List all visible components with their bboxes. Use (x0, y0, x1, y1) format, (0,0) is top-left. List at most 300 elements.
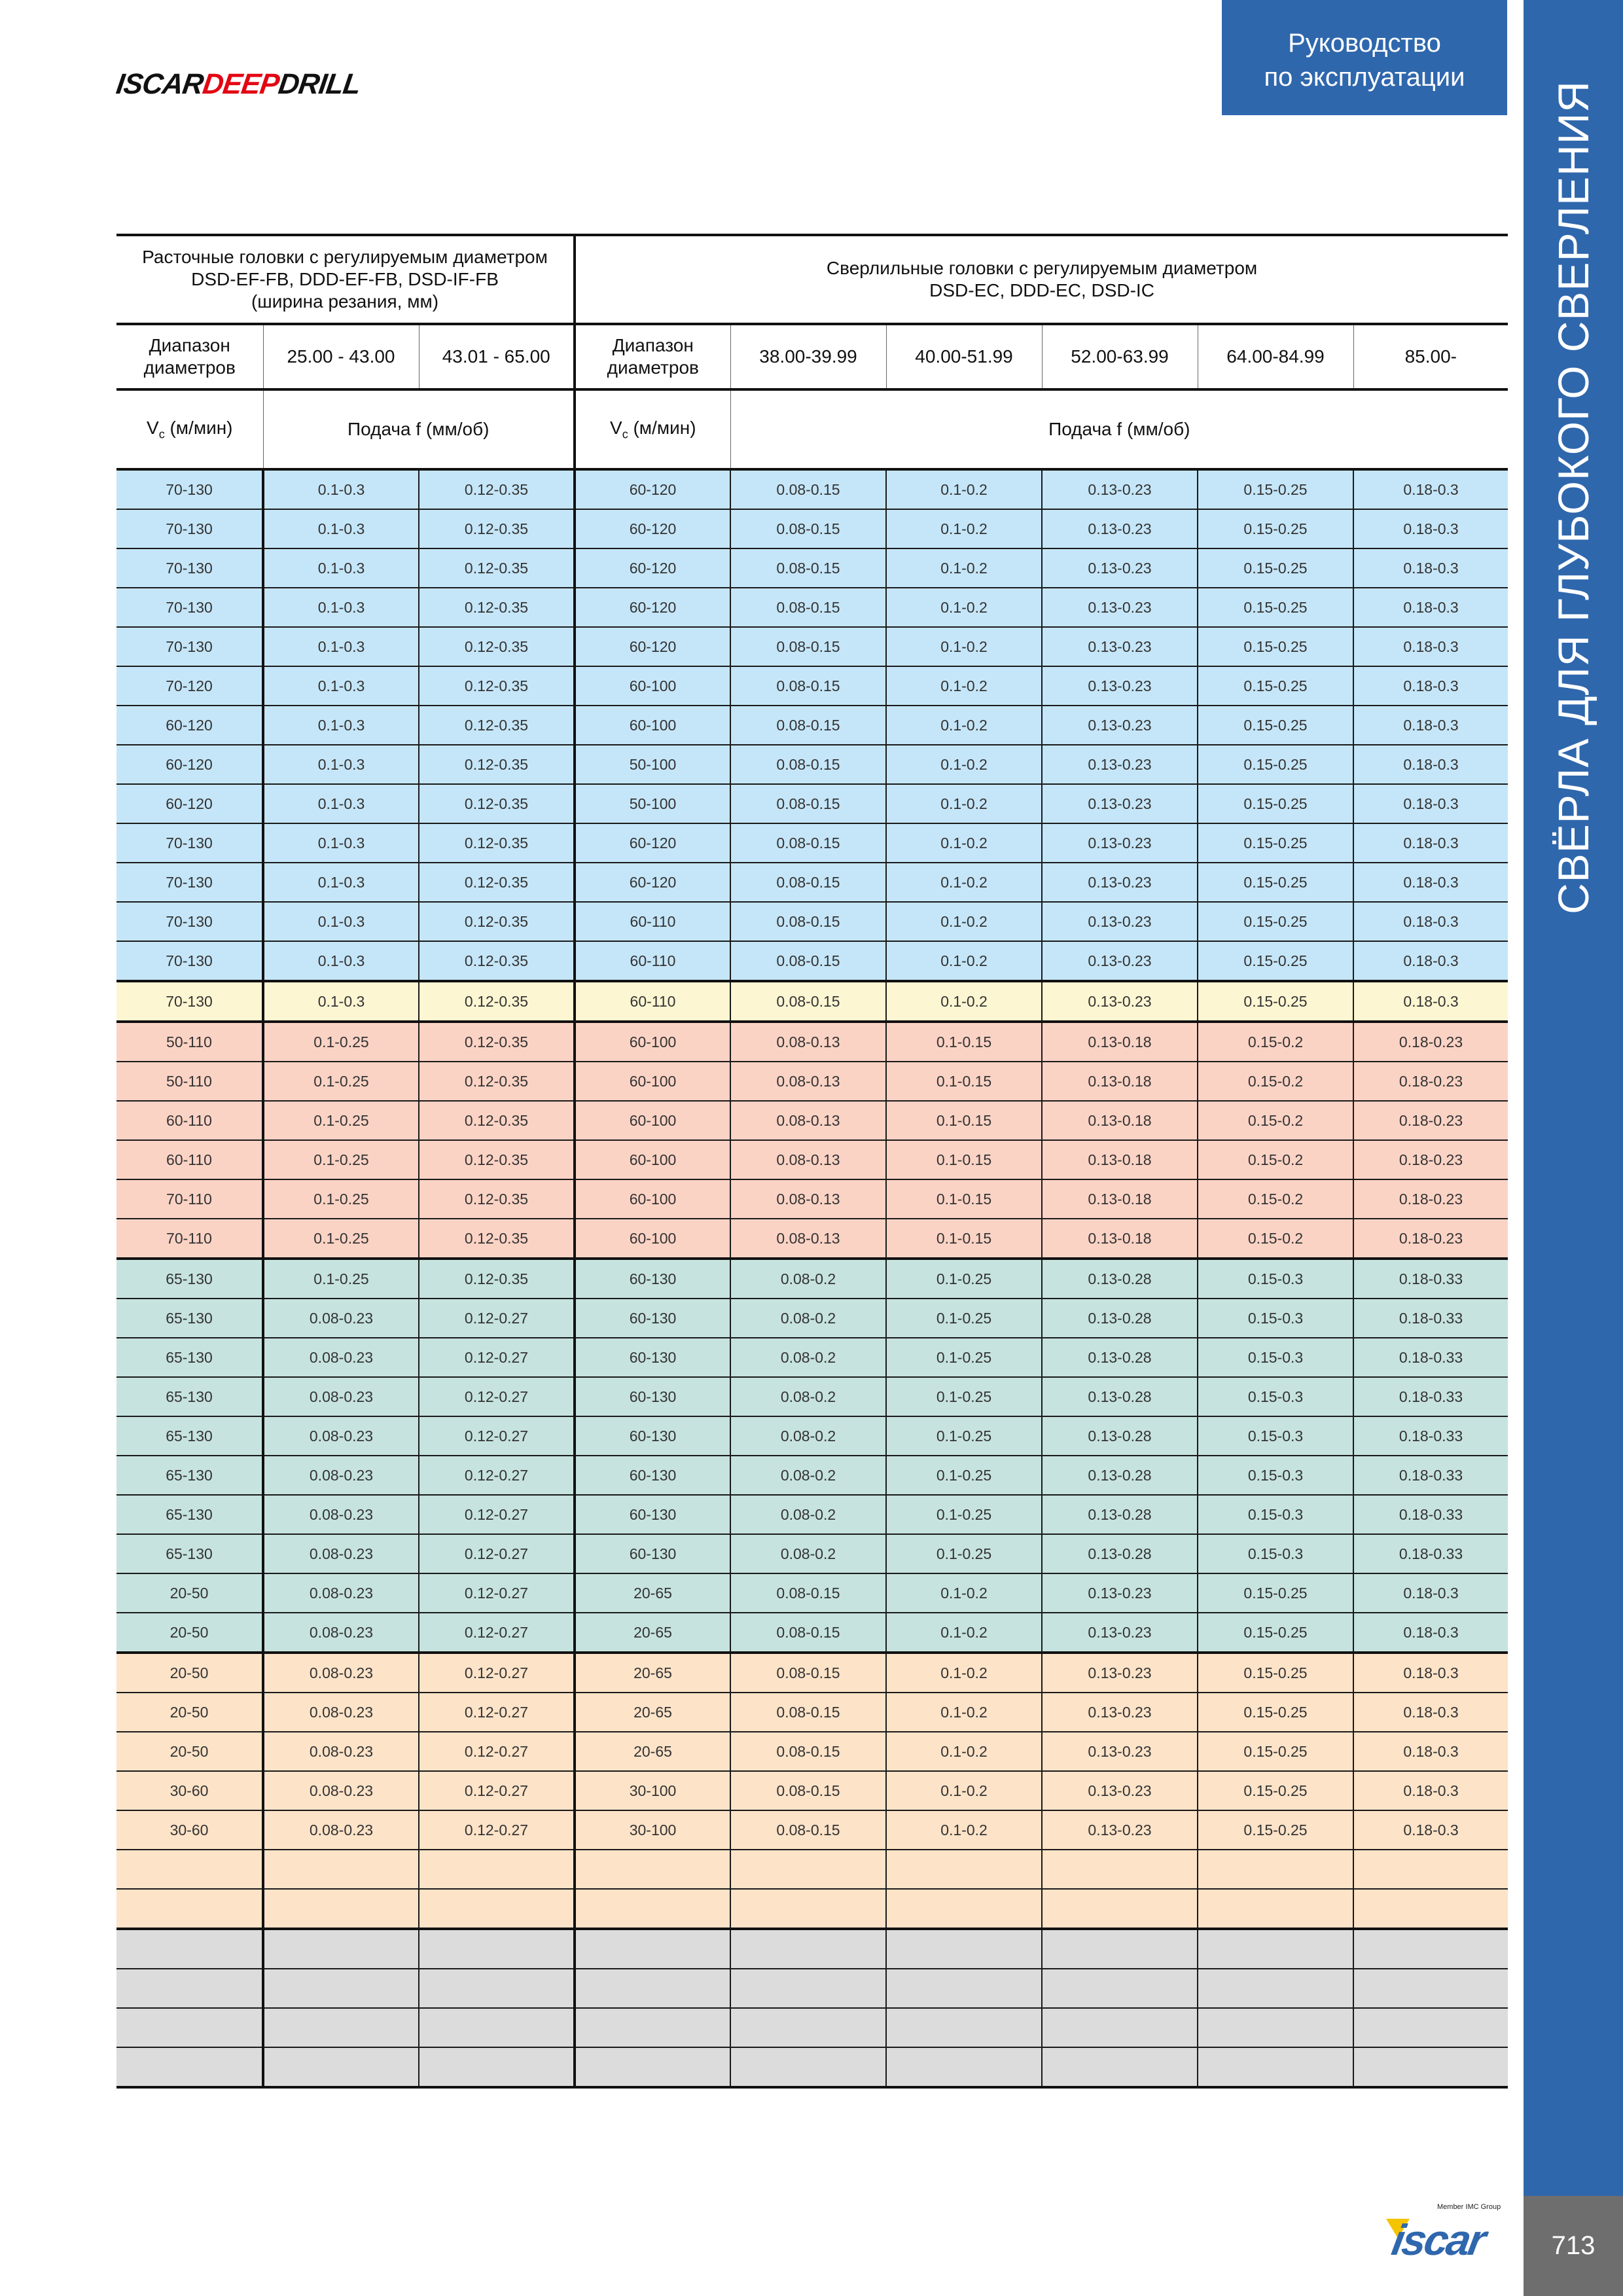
table-row (116, 1771, 1508, 1810)
feed-cell: 0.08-0.15 (730, 902, 886, 941)
feed-cell: 0.13-0.23 (1042, 941, 1198, 981)
feed-cell: 0.1-0.2 (886, 745, 1042, 784)
feed-cell: 0.08-0.23 (263, 1495, 419, 1534)
boring-heads-models: DSD-EF-FB, DDD-EF-FB, DSD-IF-FB (191, 269, 499, 289)
vc-cell: 70-130 (116, 627, 263, 666)
feed-cell: 0.1-0.3 (263, 627, 419, 666)
table-row (116, 902, 1508, 941)
feed-cell (419, 1850, 575, 1889)
vc-cell (116, 2047, 263, 2087)
feed-cell: 0.15-0.25 (1198, 941, 1353, 981)
table-row (116, 1140, 1508, 1179)
feed-cell: 0.1-0.25 (886, 1299, 1042, 1338)
vc-cell: 60-110 (575, 941, 730, 981)
vc-cell: 30-60 (116, 1810, 263, 1850)
feed-cell (886, 1850, 1042, 1889)
feed-cell: 0.08-0.2 (730, 1338, 886, 1377)
vc-cell: 70-130 (116, 902, 263, 941)
vc-cell (116, 2008, 263, 2047)
feed-cell: 0.13-0.23 (1042, 863, 1198, 902)
table-row (116, 1377, 1508, 1416)
feed-cell (1353, 1969, 1508, 2008)
vc-cell: 60-110 (575, 902, 730, 941)
feed-cell: 0.18-0.23 (1353, 1022, 1508, 1062)
table-row (116, 548, 1508, 588)
feed-cell: 0.13-0.23 (1042, 509, 1198, 548)
feed-cell: 0.13-0.23 (1042, 627, 1198, 666)
vc-cell: 20-50 (116, 1573, 263, 1613)
feed-cell (1042, 1889, 1198, 1929)
vc-cell: 60-120 (116, 745, 263, 784)
vc-cell: 50-100 (575, 784, 730, 823)
feed-cell: 0.12-0.35 (419, 1179, 575, 1219)
vc-cell: 50-100 (575, 745, 730, 784)
feed-cell: 0.08-0.15 (730, 981, 886, 1022)
feed-cell: 0.15-0.25 (1198, 1732, 1353, 1771)
left-vc-header: $V_c$ (м/мин) (116, 389, 263, 469)
vc-cell: 20-50 (116, 1693, 263, 1732)
vc-cell: 20-50 (116, 1732, 263, 1771)
feed-cell: 0.1-0.2 (886, 1732, 1042, 1771)
feed-cell: 0.08-0.13 (730, 1062, 886, 1101)
feed-cell: 0.1-0.15 (886, 1140, 1042, 1179)
feed-cell: 0.15-0.2 (1198, 1022, 1353, 1062)
vc-cell: 60-130 (575, 1299, 730, 1338)
feed-cell: 0.1-0.25 (886, 1534, 1042, 1573)
vc-cell (116, 1850, 263, 1889)
feed-cell: 0.12-0.35 (419, 706, 575, 745)
feed-cell: 0.12-0.35 (419, 941, 575, 981)
feed-cell: 0.1-0.2 (886, 706, 1042, 745)
feed-cell: 0.15-0.2 (1198, 1179, 1353, 1219)
feed-cell: 0.12-0.27 (419, 1693, 575, 1732)
feed-cell: 0.12-0.35 (419, 1140, 575, 1179)
vc-cell: 60-100 (575, 1062, 730, 1101)
feed-cell: 0.1-0.3 (263, 469, 419, 509)
feed-cell: 0.18-0.3 (1353, 548, 1508, 588)
feed-cell: 0.18-0.3 (1353, 706, 1508, 745)
vc-cell (575, 1850, 730, 1889)
feed-cell: 0.15-0.25 (1198, 902, 1353, 941)
vc-cell: 60-130 (575, 1377, 730, 1416)
feed-cell: 0.13-0.23 (1042, 706, 1198, 745)
table-row (116, 588, 1508, 627)
table-row (116, 1613, 1508, 1653)
feed-cell (1353, 1889, 1508, 1929)
feed-cell: 0.18-0.3 (1353, 902, 1508, 941)
feed-cell: 0.13-0.23 (1042, 1693, 1198, 1732)
right-feed-header: Подача f (мм/об) (730, 389, 1508, 469)
page-number-text: 713 (1551, 2231, 1596, 2260)
feed-cell: 0.12-0.27 (419, 1534, 575, 1573)
feed-cell: 0.18-0.3 (1353, 941, 1508, 981)
vc-cell: 20-50 (116, 1653, 263, 1693)
feed-cell: 0.13-0.18 (1042, 1179, 1198, 1219)
feed-cell: 0.12-0.27 (419, 1338, 575, 1377)
vc-cell: 60-120 (575, 627, 730, 666)
vc-cell: 20-65 (575, 1693, 730, 1732)
feed-cell: 0.13-0.23 (1042, 469, 1198, 509)
vc-cell (575, 2008, 730, 2047)
feed-cell: 0.18-0.23 (1353, 1062, 1508, 1101)
feed-cell: 0.12-0.35 (419, 745, 575, 784)
feed-cell: 0.1-0.2 (886, 509, 1042, 548)
table-row (116, 1338, 1508, 1377)
table-row (116, 1534, 1508, 1573)
feed-cell: 0.18-0.3 (1353, 1573, 1508, 1613)
feed-cell: 0.08-0.2 (730, 1534, 886, 1573)
feed-cell: 0.1-0.25 (263, 1140, 419, 1179)
vc-cell (575, 2047, 730, 2087)
feed-cell: 0.12-0.35 (419, 902, 575, 941)
right-range-label: Диапазон диаметров (575, 324, 730, 389)
feed-cell: 0.1-0.15 (886, 1101, 1042, 1140)
feed-cell (1198, 2008, 1353, 2047)
feed-cell (1353, 2008, 1508, 2047)
feed-cell: 0.18-0.3 (1353, 1810, 1508, 1850)
feed-cell: 0.1-0.2 (886, 1771, 1042, 1810)
table-row (116, 981, 1508, 1022)
feed-cell: 0.15-0.25 (1198, 548, 1353, 588)
vc-cell: 65-130 (116, 1377, 263, 1416)
feed-cell: 0.13-0.18 (1042, 1022, 1198, 1062)
table-row (116, 1732, 1508, 1771)
feed-cell (419, 1969, 575, 2008)
feed-cell: 0.08-0.15 (730, 509, 886, 548)
feed-cell (1198, 1889, 1353, 1929)
feed-cell: 0.12-0.27 (419, 1573, 575, 1613)
feed-cell: 0.12-0.27 (419, 1456, 575, 1495)
iscar-wordmark: iscar (1388, 2215, 1488, 2264)
feed-cell: 0.08-0.23 (263, 1810, 419, 1850)
feed-cell: 0.1-0.15 (886, 1022, 1042, 1062)
feed-cell: 0.15-0.25 (1198, 863, 1353, 902)
feed-cell: 0.18-0.33 (1353, 1259, 1508, 1299)
feed-cell: 0.08-0.2 (730, 1456, 886, 1495)
feed-cell: 0.12-0.27 (419, 1653, 575, 1693)
vc-cell: 60-120 (575, 588, 730, 627)
feed-cell (1198, 1929, 1353, 1969)
feed-cell: 0.1-0.2 (886, 548, 1042, 588)
logo-part-drill: DRILL (276, 68, 363, 100)
feed-cell: 0.18-0.3 (1353, 981, 1508, 1022)
vc-cell: 60-110 (116, 1101, 263, 1140)
feed-cell: 0.18-0.3 (1353, 823, 1508, 863)
table-row (116, 2047, 1508, 2087)
vc-cell: 70-130 (116, 941, 263, 981)
feed-cell (730, 1889, 886, 1929)
feed-cell: 0.13-0.28 (1042, 1456, 1198, 1495)
vc-cell: 50-110 (116, 1062, 263, 1101)
feed-cell: 0.1-0.3 (263, 941, 419, 981)
table-row (116, 1495, 1508, 1534)
vc-cell: 60-130 (575, 1416, 730, 1456)
feed-cell: 0.08-0.15 (730, 1613, 886, 1653)
feed-cell: 0.1-0.2 (886, 588, 1042, 627)
feed-cell: 0.08-0.2 (730, 1299, 886, 1338)
feed-cell: 0.15-0.25 (1198, 1693, 1353, 1732)
feed-cell: 0.13-0.28 (1042, 1495, 1198, 1534)
feed-cell: 0.12-0.27 (419, 1613, 575, 1653)
feed-cell: 0.1-0.25 (886, 1456, 1042, 1495)
vc-cell: 70-130 (116, 548, 263, 588)
right-range-1: 38.00-39.99 (730, 324, 886, 389)
feed-cell: 0.18-0.3 (1353, 1771, 1508, 1810)
vc-cell: 65-130 (116, 1338, 263, 1377)
feed-cell (263, 1889, 419, 1929)
vc-cell: 20-65 (575, 1613, 730, 1653)
drilling-heads-models: DSD-EC, DDD-EC, DSD-IC (929, 280, 1154, 300)
feed-cell (1042, 1969, 1198, 2008)
feed-cell (730, 1850, 886, 1889)
feed-cell: 0.1-0.2 (886, 1810, 1042, 1850)
feed-cell: 0.18-0.3 (1353, 469, 1508, 509)
feed-cell: 0.1-0.15 (886, 1062, 1042, 1101)
feed-cell: 0.08-0.23 (263, 1653, 419, 1693)
table-row (116, 469, 1508, 509)
table-row (116, 1889, 1508, 1929)
feed-cell: 0.13-0.28 (1042, 1416, 1198, 1456)
feed-cell: 0.15-0.2 (1198, 1101, 1353, 1140)
feed-cell: 0.12-0.27 (419, 1810, 575, 1850)
feed-cell: 0.18-0.23 (1353, 1101, 1508, 1140)
vc-cell: 70-110 (116, 1219, 263, 1259)
feed-cell: 0.15-0.3 (1198, 1338, 1353, 1377)
feed-cell: 0.15-0.25 (1198, 981, 1353, 1022)
feed-cell (263, 1929, 419, 1969)
feed-cell: 0.13-0.18 (1042, 1140, 1198, 1179)
feed-cell: 0.12-0.27 (419, 1771, 575, 1810)
feed-cell: 0.1-0.25 (263, 1062, 419, 1101)
feed-cell: 0.08-0.15 (730, 784, 886, 823)
left-range-2: 43.01 - 65.00 (419, 324, 575, 389)
feed-cell: 0.08-0.23 (263, 1693, 419, 1732)
vc-cell: 65-130 (116, 1299, 263, 1338)
feed-cell: 0.1-0.2 (886, 666, 1042, 706)
feed-cell: 0.12-0.35 (419, 548, 575, 588)
table-row (116, 1219, 1508, 1259)
feed-cell: 0.08-0.2 (730, 1416, 886, 1456)
vc-cell: 30-60 (116, 1771, 263, 1810)
vc-cell: 60-100 (575, 1179, 730, 1219)
feed-cell: 0.18-0.3 (1353, 745, 1508, 784)
vc-cell: 60-120 (575, 548, 730, 588)
vc-cell: 70-130 (116, 469, 263, 509)
feed-cell: 0.13-0.23 (1042, 823, 1198, 863)
vc-cell: 70-120 (116, 666, 263, 706)
feed-cell (886, 1889, 1042, 1929)
feed-cell (1042, 2047, 1198, 2087)
feed-cell: 0.15-0.25 (1198, 627, 1353, 666)
right-vc-header: $V_c$ (м/мин) (575, 389, 730, 469)
feed-cell (263, 2047, 419, 2087)
feed-cell: 0.15-0.3 (1198, 1534, 1353, 1573)
feed-cell: 0.08-0.15 (730, 823, 886, 863)
feed-cell: 0.12-0.35 (419, 1062, 575, 1101)
feed-cell: 0.08-0.13 (730, 1179, 886, 1219)
feed-cell: 0.15-0.3 (1198, 1456, 1353, 1495)
drilling-heads-title: Сверлильные головки с регулируемым диаметром (826, 258, 1258, 278)
feed-cell: 0.08-0.23 (263, 1456, 419, 1495)
feed-cell: 0.08-0.23 (263, 1299, 419, 1338)
feed-cell (1198, 1969, 1353, 2008)
feed-cell: 0.12-0.35 (419, 863, 575, 902)
page-number (1524, 2196, 1623, 2296)
vc-cell (116, 1969, 263, 2008)
table-row (116, 1653, 1508, 1693)
vc-cell: 60-110 (575, 981, 730, 1022)
feed-cell (1198, 1850, 1353, 1889)
table-row (116, 863, 1508, 902)
feed-cell: 0.12-0.35 (419, 509, 575, 548)
table-row (116, 941, 1508, 981)
table-row (116, 1850, 1508, 1889)
feed-cell: 0.1-0.25 (263, 1022, 419, 1062)
vc-cell: 60-130 (575, 1456, 730, 1495)
feed-cell: 0.08-0.23 (263, 1573, 419, 1613)
vc-cell: 60-120 (575, 469, 730, 509)
feed-cell: 0.1-0.2 (886, 1653, 1042, 1693)
feed-cell: 0.08-0.15 (730, 1732, 886, 1771)
feed-cell: 0.15-0.25 (1198, 706, 1353, 745)
feed-cell: 0.08-0.15 (730, 588, 886, 627)
vc-cell: 30-100 (575, 1771, 730, 1810)
feed-cell: 0.15-0.25 (1198, 509, 1353, 548)
manual-label (1222, 0, 1507, 115)
feed-cell: 0.13-0.23 (1042, 745, 1198, 784)
table-row (116, 509, 1508, 548)
feed-cell: 0.08-0.2 (730, 1495, 886, 1534)
feed-cell (886, 1969, 1042, 2008)
table-row (116, 1573, 1508, 1613)
feed-cell: 0.18-0.33 (1353, 1338, 1508, 1377)
vc-cell (575, 1929, 730, 1969)
feed-cell: 0.12-0.35 (419, 1259, 575, 1299)
feed-cell (886, 1929, 1042, 1969)
feed-cell: 0.12-0.27 (419, 1732, 575, 1771)
table-row (116, 1456, 1508, 1495)
feed-cell: 0.1-0.3 (263, 706, 419, 745)
feed-cell: 0.1-0.3 (263, 548, 419, 588)
table-row (116, 1101, 1508, 1140)
feed-cell: 0.1-0.15 (886, 1179, 1042, 1219)
feed-cell: 0.18-0.23 (1353, 1179, 1508, 1219)
feed-cell: 0.15-0.3 (1198, 1259, 1353, 1299)
feed-cell: 0.13-0.23 (1042, 588, 1198, 627)
table-row (116, 823, 1508, 863)
feed-cell: 0.08-0.23 (263, 1416, 419, 1456)
feed-cell: 0.13-0.23 (1042, 981, 1198, 1022)
feed-cell: 0.08-0.15 (730, 941, 886, 981)
feed-cell (419, 2008, 575, 2047)
feed-cell (419, 1889, 575, 1929)
vc-cell: 65-130 (116, 1416, 263, 1456)
feed-cell (730, 1969, 886, 2008)
feed-cell: 0.18-0.23 (1353, 1140, 1508, 1179)
feed-cell: 0.1-0.2 (886, 1573, 1042, 1613)
feed-cell (1353, 1929, 1508, 1969)
feed-cell: 0.1-0.3 (263, 823, 419, 863)
feed-cell: 0.13-0.23 (1042, 784, 1198, 823)
feed-cell: 0.08-0.2 (730, 1377, 886, 1416)
vc-cell: 20-65 (575, 1573, 730, 1613)
feed-cell (1353, 1850, 1508, 1889)
feed-cell: 0.08-0.23 (263, 1732, 419, 1771)
feed-cell: 0.18-0.33 (1353, 1456, 1508, 1495)
left-range-1: 25.00 - 43.00 (263, 324, 419, 389)
manual-label-line2: по эксплуатации (1264, 63, 1465, 92)
feed-cell: 0.13-0.23 (1042, 902, 1198, 941)
feed-cell: 0.15-0.2 (1198, 1140, 1353, 1179)
right-range-3: 52.00-63.99 (1042, 324, 1198, 389)
boring-heads-title: Расточные головки с регулируемым диаметром (142, 247, 548, 267)
vc-cell: 60-130 (575, 1534, 730, 1573)
feed-cell: 0.13-0.18 (1042, 1101, 1198, 1140)
feed-cell: 0.18-0.3 (1353, 666, 1508, 706)
feed-cell: 0.13-0.23 (1042, 1573, 1198, 1613)
vc-cell: 60-100 (575, 1022, 730, 1062)
feed-cell: 0.08-0.15 (730, 1653, 886, 1693)
feed-cell (1042, 1850, 1198, 1889)
feed-cell: 0.08-0.13 (730, 1140, 886, 1179)
feed-cell: 0.08-0.13 (730, 1101, 886, 1140)
vc-cell (116, 1889, 263, 1929)
feed-cell: 0.08-0.15 (730, 666, 886, 706)
feed-cell: 0.12-0.35 (419, 1101, 575, 1140)
vc-cell: 60-120 (575, 863, 730, 902)
table-row (116, 2008, 1508, 2047)
feed-cell: 0.12-0.35 (419, 784, 575, 823)
feed-cell: 0.13-0.23 (1042, 1653, 1198, 1693)
feed-cell: 0.18-0.3 (1353, 784, 1508, 823)
feed-cell: 0.1-0.3 (263, 902, 419, 941)
feed-cell: 0.18-0.23 (1353, 1219, 1508, 1259)
feed-cell: 0.13-0.23 (1042, 1732, 1198, 1771)
feed-cell: 0.15-0.25 (1198, 823, 1353, 863)
table-row (116, 1416, 1508, 1456)
feed-cell: 0.08-0.15 (730, 469, 886, 509)
table-row (116, 627, 1508, 666)
feed-cell: 0.13-0.28 (1042, 1299, 1198, 1338)
feed-cell: 0.18-0.3 (1353, 1613, 1508, 1653)
feed-cell: 0.15-0.25 (1198, 588, 1353, 627)
feed-cell: 0.18-0.3 (1353, 1732, 1508, 1771)
feed-cell: 0.13-0.28 (1042, 1534, 1198, 1573)
vc-cell: 60-130 (575, 1338, 730, 1377)
feed-cell: 0.15-0.3 (1198, 1377, 1353, 1416)
cutting-data-table (116, 234, 1508, 2089)
feed-cell: 0.1-0.3 (263, 981, 419, 1022)
feed-cell (730, 2047, 886, 2087)
feed-cell: 0.13-0.23 (1042, 1810, 1198, 1850)
feed-cell: 0.15-0.3 (1198, 1495, 1353, 1534)
section-side-title (1524, 0, 1623, 995)
feed-cell: 0.13-0.28 (1042, 1338, 1198, 1377)
vc-cell: 60-110 (116, 1140, 263, 1179)
feed-cell: 0.12-0.27 (419, 1299, 575, 1338)
table-row (116, 1693, 1508, 1732)
vc-cell: 65-130 (116, 1495, 263, 1534)
feed-cell: 0.1-0.3 (263, 588, 419, 627)
feed-cell: 0.18-0.3 (1353, 627, 1508, 666)
feed-cell: 0.1-0.3 (263, 863, 419, 902)
feed-cell: 0.15-0.25 (1198, 1613, 1353, 1653)
vc-cell (116, 1929, 263, 1969)
vc-cell: 60-100 (575, 1101, 730, 1140)
feed-cell: 0.1-0.25 (263, 1259, 419, 1299)
feed-cell: 0.15-0.25 (1198, 666, 1353, 706)
feed-cell (263, 1969, 419, 2008)
